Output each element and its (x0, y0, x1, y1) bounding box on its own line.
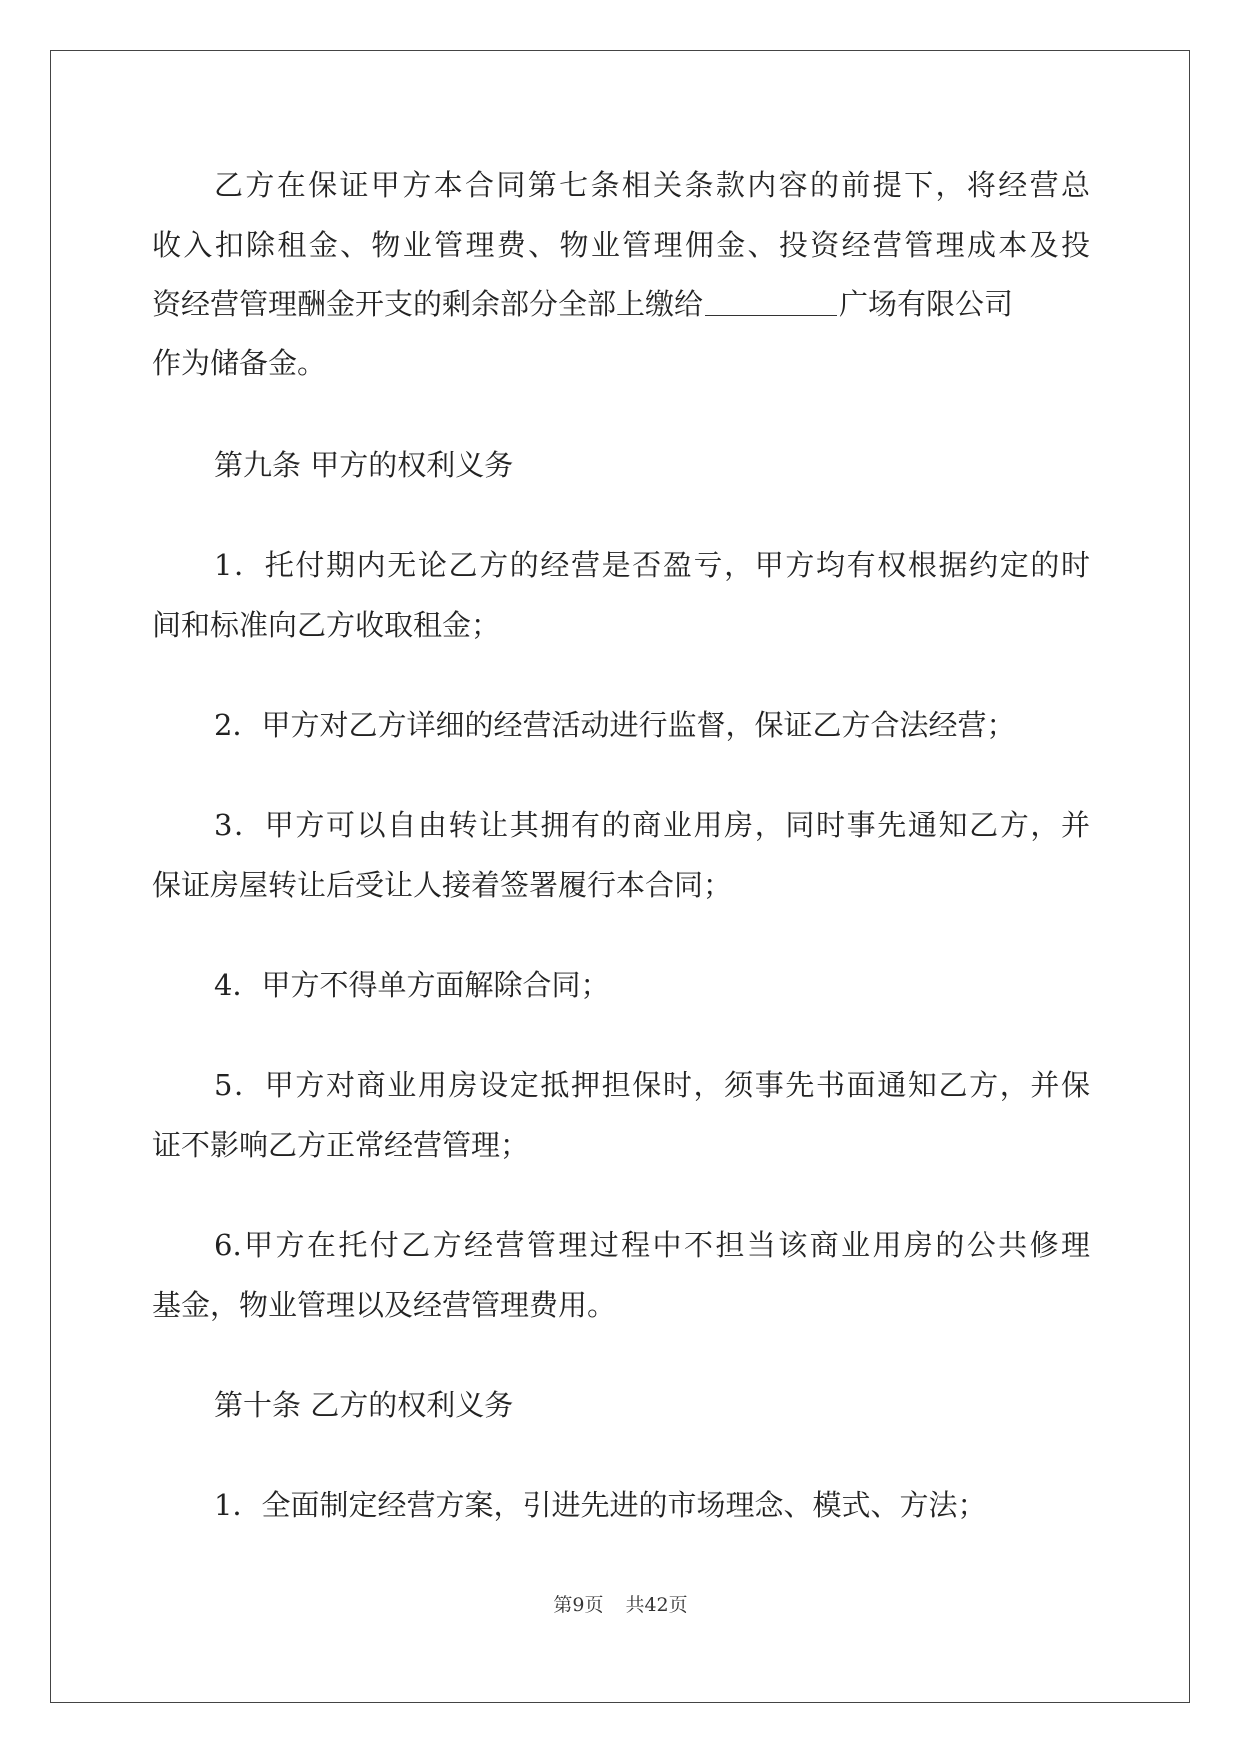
paragraph-line: 5．甲方对商业用房设定抵押担保时，须事先书面通知乙方，并保 (214, 1068, 1090, 1102)
paragraph-line: 收入扣除租金、物业管理费、物业管理佣金、投资经营管理成本及投 (152, 228, 1090, 262)
paragraph-line (152, 279, 1013, 329)
blank-underline (705, 285, 837, 316)
paragraph-line: 保证房屋转让后受让人接着签署履行本合同； (152, 868, 733, 902)
paragraph-line: 1．托付期内无论乙方的经营是否盈亏，甲方均有权根据约定的时 (214, 548, 1090, 582)
paragraph-line: 3．甲方可以自由转让其拥有的商业用房，同时事先通知乙方，并 (214, 808, 1090, 842)
page-label-prefix: 第 (553, 1594, 573, 1616)
section-heading: 第九条 甲方的权利义务 (214, 448, 514, 482)
company-suffix: 广场有限公司 (839, 287, 1014, 321)
paragraph-line: 乙方在保证甲方本合同第七条相关条款内容的前提下，将经营总 (214, 168, 1090, 202)
section-heading: 第十条 乙方的权利义务 (214, 1388, 514, 1422)
paragraph-line: 作为储备金。 (152, 346, 327, 380)
total-pages: 42 (644, 1594, 669, 1616)
line-text: 资经营管理酬金开支的剩余部分全部上缴给 (152, 287, 704, 321)
page-footer (0, 1590, 1241, 1617)
paragraph-line: 1．全面制定经营方案，引进先进的市场理念、模式、方法； (214, 1488, 987, 1522)
paragraph-line: 间和标准向乙方收取租金； (152, 608, 501, 642)
paragraph-line: 证不影响乙方正常经营管理； (152, 1128, 530, 1162)
paragraph-line: 6.甲方在托付乙方经营管理过程中不担当该商业用房的公共修理 (214, 1228, 1090, 1262)
total-label-prefix: 共 (625, 1594, 645, 1616)
total-label-suffix: 页 (668, 1594, 688, 1616)
paragraph-line: 4．甲方不得单方面解除合同； (214, 968, 610, 1002)
paragraph-line: 2．甲方对乙方详细的经营活动进行监督，保证乙方合法经营； (214, 708, 1016, 742)
page-number: 9 (572, 1594, 585, 1616)
page-label-suffix: 页 (584, 1594, 604, 1616)
paragraph-line: 基金，物业管理以及经营管理费用。 (152, 1288, 617, 1322)
